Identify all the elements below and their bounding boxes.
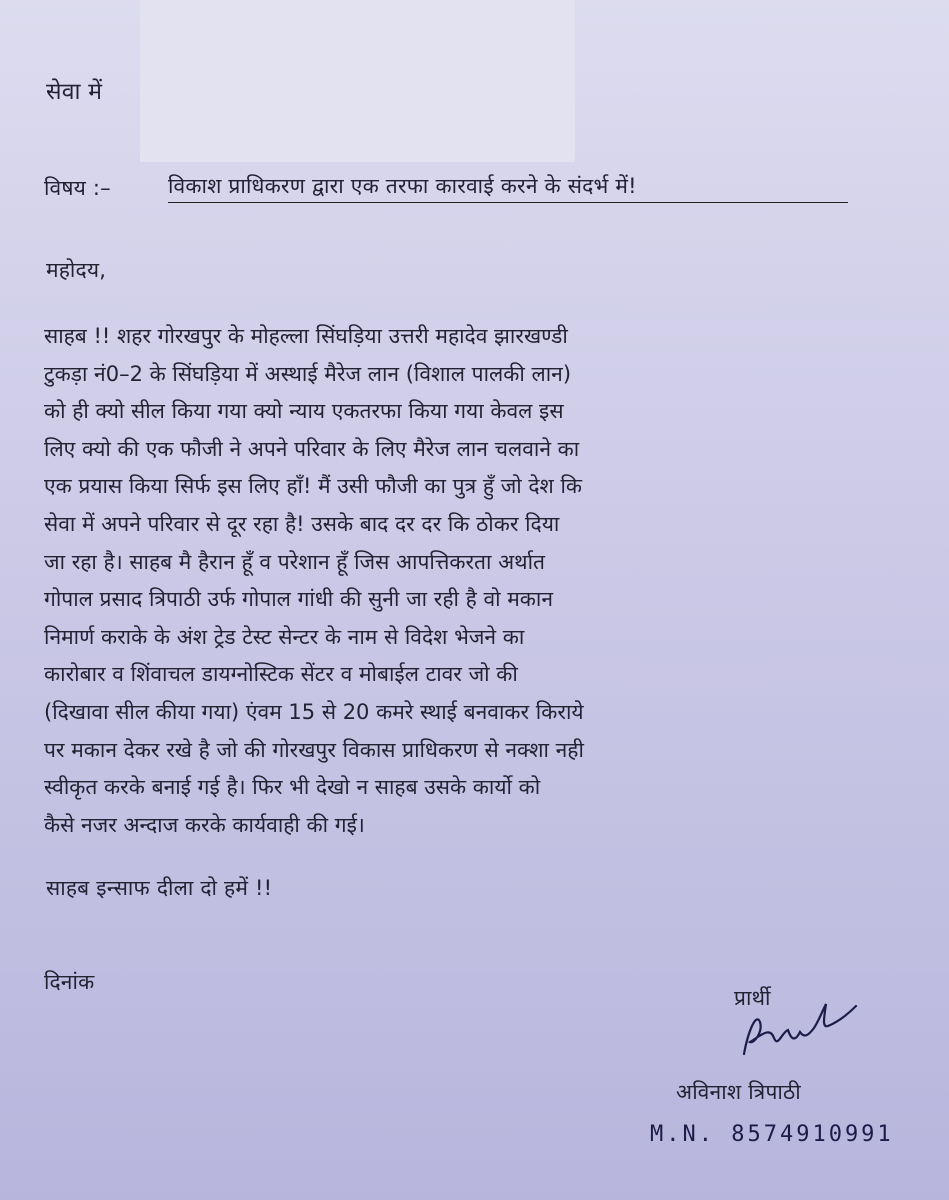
subject-label: विषय :– — [44, 176, 111, 200]
signature — [730, 992, 860, 1064]
mobile-number: M.N. 8574910991 — [650, 1122, 894, 1147]
plea-line: साहब इन्साफ दीला दो हमें !! — [46, 876, 273, 900]
body-line: लिए क्यो की एक फौजी ने अपने परिवार के लिए मैरेज लान चलवाने का — [44, 436, 580, 461]
greeting: महोदय, — [46, 258, 107, 282]
subject-text: विकाश प्राधिकरण द्वारा एक तरफा कारवाई करने के संदर्भ में! — [168, 172, 848, 203]
letter-body — [44, 318, 864, 844]
body-line: निमार्ण कराके के अंश ट्रेड टेस्ट सेन्टर के नाम से विदेश भेजने का — [44, 624, 525, 649]
body-line: जा रहा है। साहब मै हैरान हूँ व परेशान हूँ जिस आपत्तिकरता अर्थात — [44, 549, 546, 574]
body-line: एक प्रयास किया सिर्फ इस लिए हाँ! मैं उसी फौजी का पुत्र हुँ जो देश कि — [44, 474, 583, 499]
body-line: स्वीकृत करके बनाई गई है। फिर भी देखो न साहब उसके कार्यो को — [44, 775, 541, 800]
body-line: को ही क्यो सील किया गया क्यो न्याय एकतरफा किया गया केवल इस — [44, 399, 564, 424]
body-line: पर मकान देकर रखे है जो की गोरखपुर विकास प्राधिकरण से नक्शा नही — [44, 737, 584, 762]
body-line: कारोबार व शिंवाचल डायग्नोस्टिक सेंटर व मोबाईल टावर जो की — [44, 662, 518, 687]
body-line: कैसे नजर अन्दाज करके कार्यवाही की गई। — [44, 812, 365, 837]
applicant-label: प्रार्थी — [734, 986, 771, 1010]
body-line: टुकड़ा नं0–2 के सिंघड़िया में अस्थाई मैरेज लान (विशाल पालकी लान) — [44, 361, 572, 386]
body-line: साहब !! शहर गोरखपुर के मोहल्ला सिंघड़िया उत्तरी महादेव झारखण्डी — [44, 324, 568, 348]
body-line: गोपाल प्रसाद त्रिपाठी उर्फ गोपाल गांधी की सुनी जा रही है वो मकान — [44, 587, 554, 612]
recipient-label: सेवा में — [46, 79, 103, 105]
redacted-address-block — [140, 0, 575, 162]
body-line: (दिखावा सील कीया गया) एंवम 15 से 20 कमरे स्थाई बनवाकर किराये — [44, 699, 584, 724]
applicant-name: अविनाश त्रिपाठी — [676, 1080, 801, 1104]
body-line: सेवा में अपने परिवार से दूर रहा है! उसके बाद दर दर कि ठोकर दिया — [44, 511, 560, 536]
date-label: दिनांक — [44, 970, 95, 994]
